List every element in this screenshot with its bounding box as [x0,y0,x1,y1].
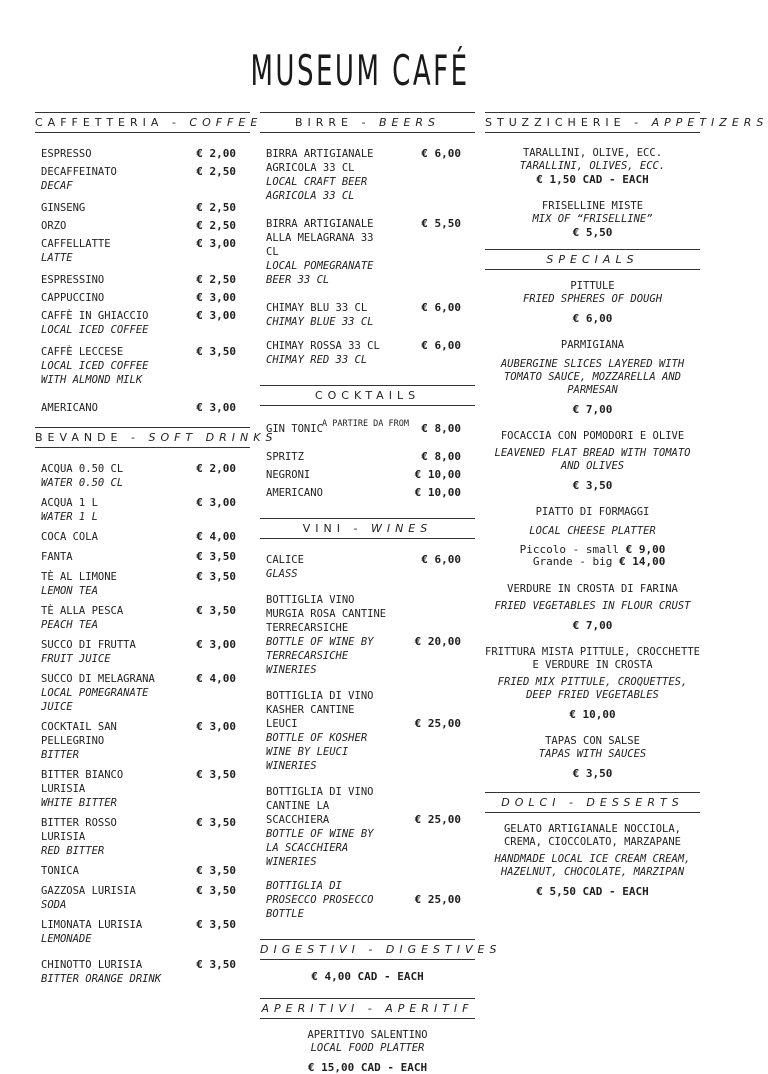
menu-item: CAFFÈ LECCESE LOCAL ICED COFFEE WITH ALMOND MILK € 3,50 [41,345,236,386]
menu-item: AMERICANO € 3,00 [41,401,236,414]
column-right [485,112,768,898]
menu-item: AMERICANO € 10,00 [266,486,461,499]
menu-item: BOTTIGLIA DI VINO CANTINE LA SCACCHIERA BOTTLE OF WINE BY LA SCACCHIERA WINERIES € 25,00 [266,786,461,868]
menu-item: BITTER ROSSO LURISIA RED BITTER € 3,50 [41,816,236,857]
menu-item: COCA COLA € 4,00 [41,530,236,543]
menu-item: TARALLINI, OLIVE, ECC. TARALLINI, OLIVES, ECC. € 1,50 CAD - EACH [519,147,666,186]
menu-item: CAFFELLATTE LATTE € 3,00 [41,237,236,264]
menu-item: PARMIGIANA AUBERGINE SLICES LAYERED WITH TOMATO SAUCE, MOZZARELLA AND PARMESAN € 7,00 [500,339,685,416]
menu-item: ACQUA 1 L WATER 1 L € 3,00 [41,496,236,523]
menu-item: ORZO € 2,50 [41,219,236,232]
section-heading-aperitif: APERITIVI - APERITIF [260,998,475,1019]
menu-item: TONICA € 3,50 [41,864,236,877]
menu-item: GINSENG € 2,50 [41,201,236,214]
section-heading-desserts: DOLCI - DESSERTS [485,792,700,813]
page-title: MUSEUM CAFÉ [250,46,470,95]
menu-item: GAZZOSA LURISIA SODA € 3,50 [41,884,236,911]
menu-item: CHIMAY BLU 33 CL CHIMAY BLUE 33 CL € 6,00 [266,301,461,328]
menu-item: SUCCO DI MELAGRANA LOCAL POMEGRANATE JUICE € 4,00 [41,672,236,713]
menu-item: SUCCO DI FRUTTA FRUIT JUICE € 3,00 [41,638,236,665]
menu-item: CAFFÈ IN GHIACCIO LOCAL ICED COFFEE € 3,00 [41,309,236,336]
menu-item: ESPRESSINO € 2,50 [41,273,236,286]
menu-item: BOTTIGLIA VINO MURGIA ROSA CANTINE TERRECARSICHE BOTTLE OF WINE BY TERRECARSICHE WINERIES € 20,00 [266,594,461,676]
menu-item: VERDURE IN CROSTA DI FARINA FRIED VEGETABLES IN FLOUR CRUST € 7,00 [494,583,691,632]
section-heading-appetizers: STUZZICHERIE - APPETIZERS [485,112,700,133]
menu-item: LIMONATA LURISIA LEMONADE € 3,50 [41,918,236,945]
menu-item: GIN TONIC A PARTIRE DA FROM € 8,00 [266,419,461,435]
menu-item-cheese-platter: PIATTO DI FORMAGGI LOCAL CHEESE PLATTER Piccolo - small € 9,00 Grande - big € 14,00 [519,506,666,568]
menu-item: NEGRONI € 10,00 [266,468,461,481]
menu-item: CAPPUCCINO € 3,00 [41,291,236,304]
menu-item: GELATO ARTIGIANALE NOCCIOLA, CREMA, CIOCCOLATO, MARZAPANE HANDMADE LOCAL ICE CREAM CREAM, HAZELNUT, CHOCOLATE, MARZIPAN € 5,50 CAD - EACH [494,823,691,898]
section-heading-digestives: DIGESTIVI - DIGESTIVES [260,939,475,960]
menu-item: COCKTAIL SAN PELLEGRINO BITTER € 3,00 [41,720,236,761]
section-heading-coffee: CAFFETTERIA - COFFEE [35,112,250,133]
menu-item: SPRITZ € 8,00 [266,450,461,463]
menu-item: BOTTIGLIA DI VINO KASHER CANTINE LEUCI BOTTLE OF KOSHER WINE BY LEUCI WINERIES € 25,00 [266,690,461,772]
section-heading-wines: VINI - WINES [260,518,475,539]
menu-item: BOTTIGLIA DI PROSECCO PROSECCO BOTTLE € 25,00 [266,880,461,920]
section-heading-cocktails: COCKTAILS [260,385,475,406]
menu-item: CALICE GLASS € 6,00 [266,553,461,580]
menu-item: ESPRESSO € 2,00 [41,147,236,160]
menu-item: FOCACCIA CON POMODORI E OLIVE LEAVENED FLAT BREAD WITH TOMATO AND OLIVES € 3,50 [494,430,691,492]
menu-item: BIRRA ARTIGIANALE AGRICOLA 33 CL LOCAL CRAFT BEER AGRICOLA 33 CL € 6,00 [266,147,461,202]
menu-item: BIRRA ARTIGIANALE ALLA MELAGRANA 33 CL LOCAL POMEGRANATE BEER 33 CL € 5,50 [266,217,461,286]
menu-item: CHINOTTO LURISIA BITTER ORANGE DRINK € 3,50 [41,958,236,985]
menu-item: FRITTURA MISTA PITTULE, CROCCHETTE E VERDURE IN CROSTA FRIED MIX PITTULE, CROQUETTES, DEEP FRIED VEGETABLES € 10,00 [485,646,700,721]
menu-item: TAPAS CON SALSE TAPAS WITH SAUCES € 3,50 [538,735,647,780]
menu-item: CHIMAY ROSSA 33 CL CHIMAY RED 33 CL € 6,00 [266,339,461,366]
column-middle [260,112,502,1074]
menu-item: TÈ ALLA PESCA PEACH TEA € 3,50 [41,604,236,631]
menu-item: DECAFFEINATO DECAF € 2,50 [41,165,236,192]
menu-item: FANTA € 3,50 [41,550,236,563]
section-heading-specials: SPECIALS [485,249,700,270]
column-left [35,112,278,986]
digestives-price: € 4,00 CAD - EACH [311,970,424,983]
menu-item: ACQUA 0.50 CL WATER 0.50 CL € 2,00 [41,462,236,489]
menu-item: BITTER BIANCO LURISIA WHITE BITTER € 3,50 [41,768,236,809]
menu-item: APERITIVO SALENTINO LOCAL FOOD PLATTER € 15,00 CAD - EACH [307,1029,428,1074]
menu-item: TÈ AL LIMONE LEMON TEA € 3,50 [41,570,236,597]
section-heading-beers: BIRRE - BEERS [260,112,475,133]
menu-item: FRISELLINE MISTE MIX OF “FRISELLINE” € 5,50 [532,200,653,239]
section-heading-soft-drinks: BEVANDE - SOFT DRINKS [35,427,250,448]
menu-item: PITTULE FRIED SPHERES OF DOUGH € 6,00 [522,280,663,325]
